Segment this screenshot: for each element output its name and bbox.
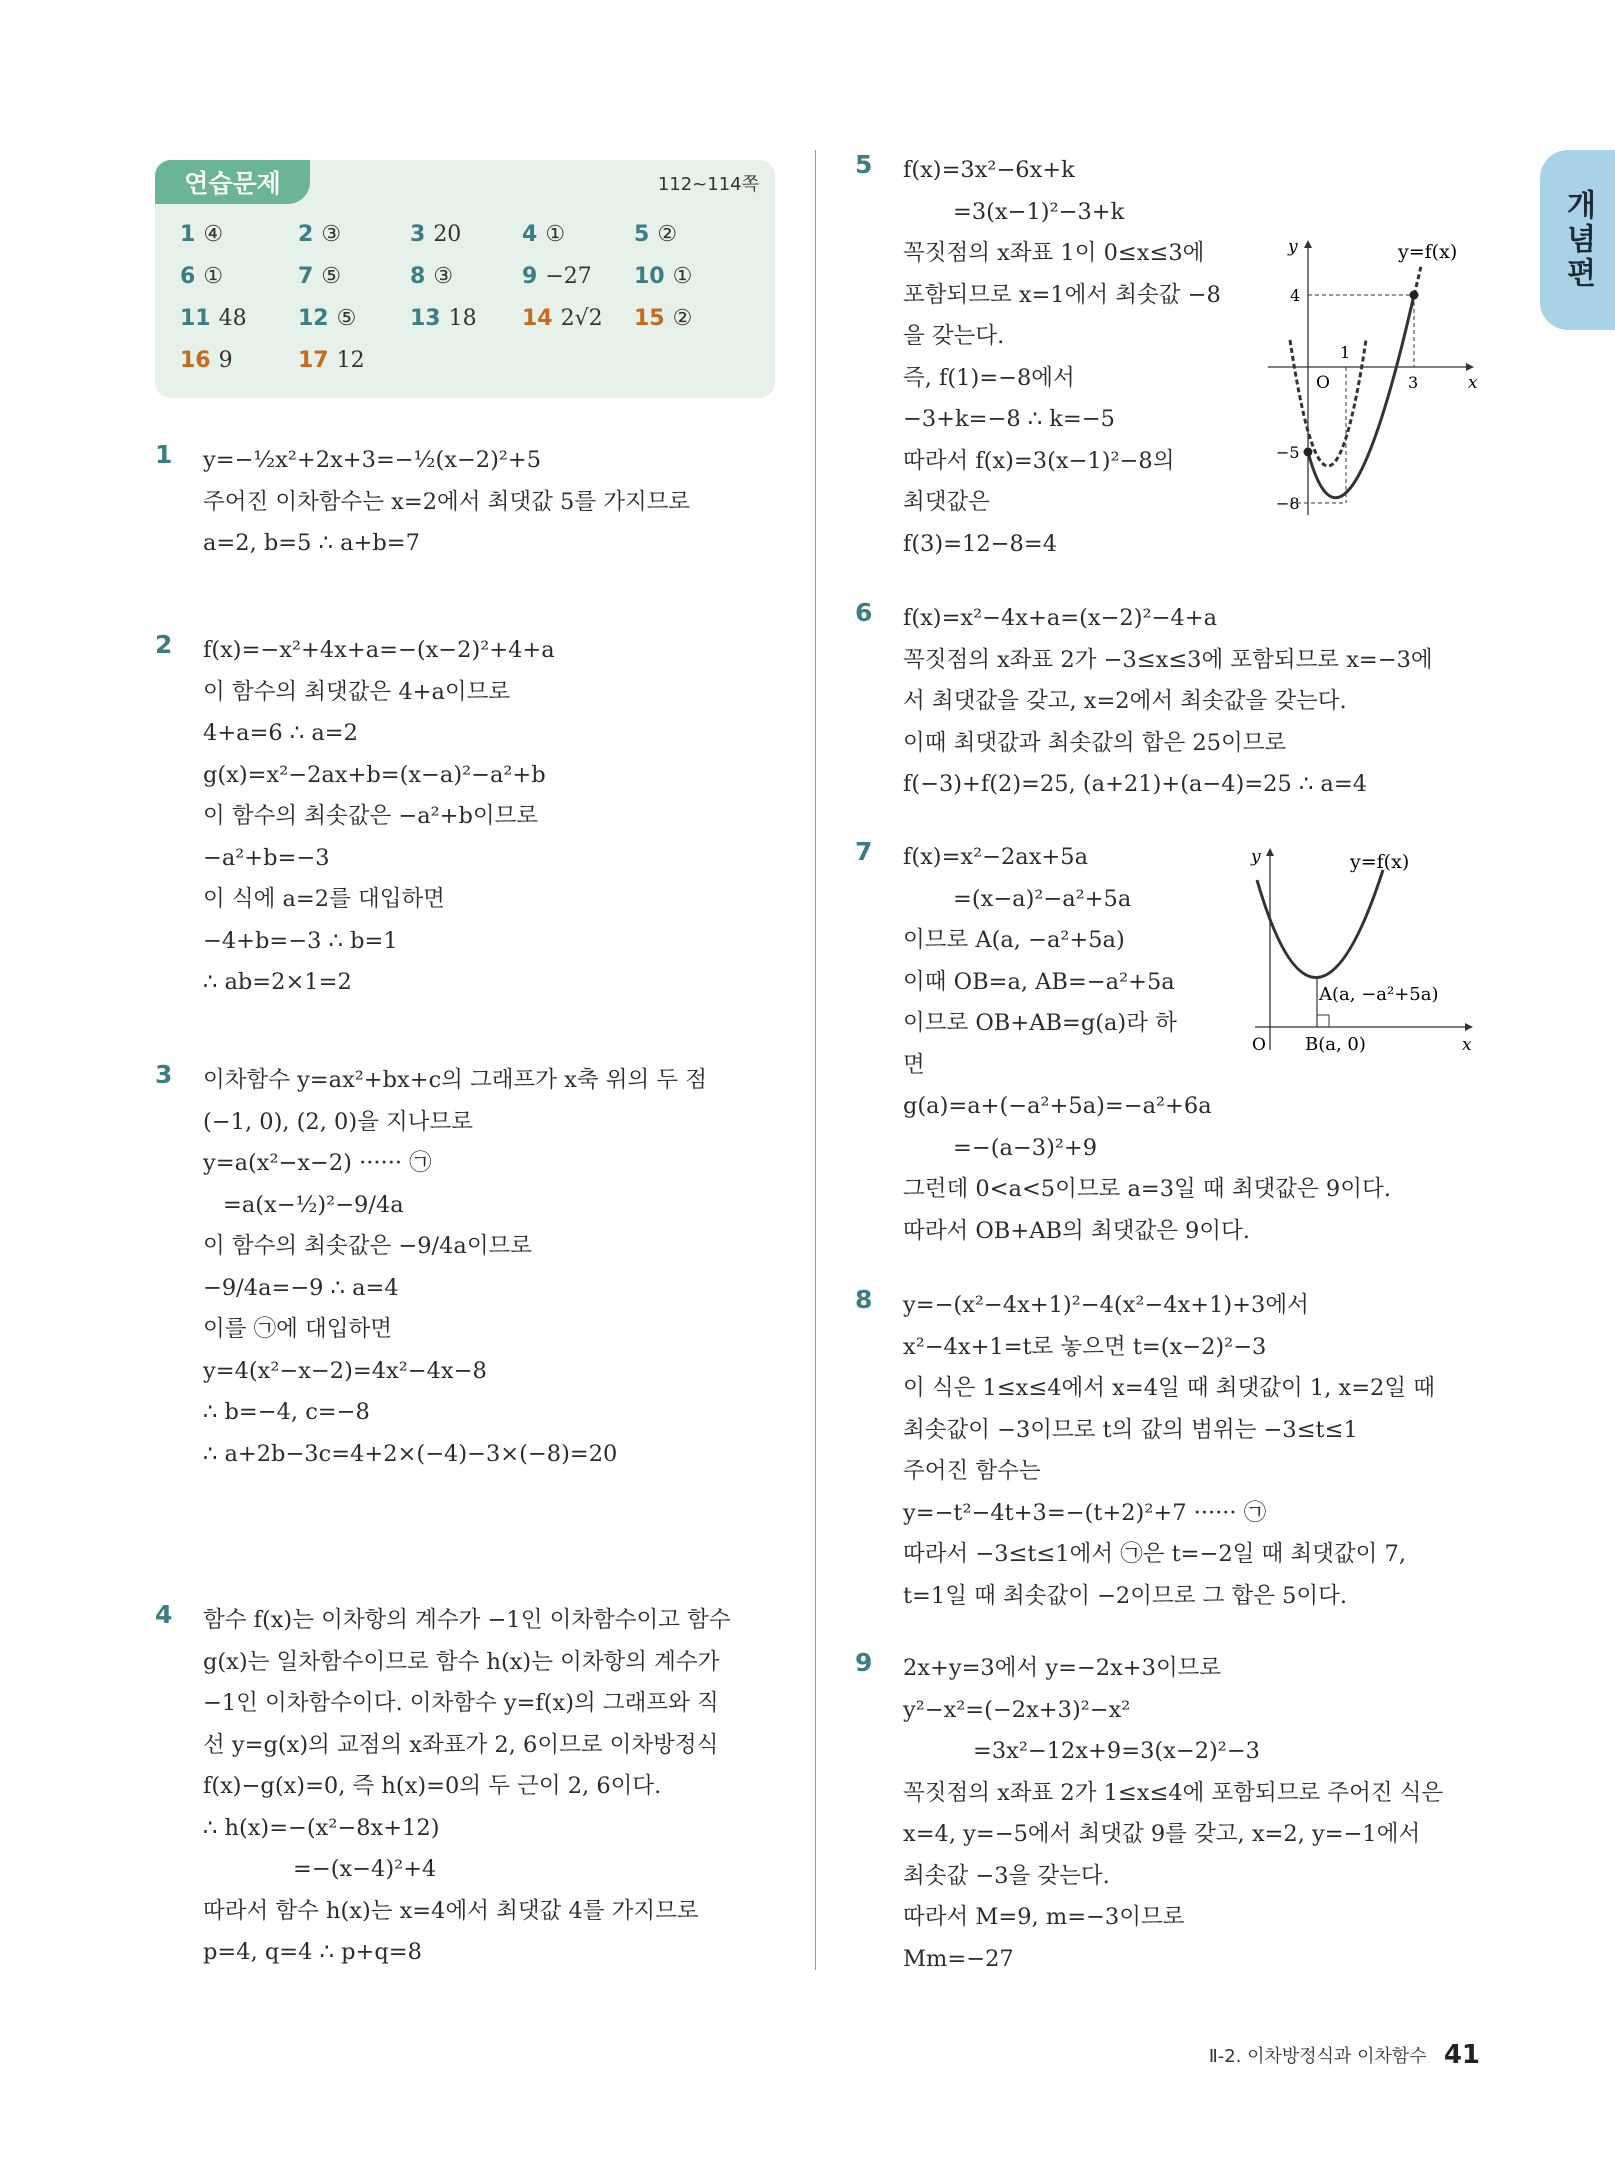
solution-line: 그런데 0<a<5이므로 a=3일 때 최댓값은 9이다. — [903, 1176, 1391, 1202]
solution-line: g(x)=x²−2ax+b=(x−a)²−a²+b — [203, 761, 546, 788]
answer-item — [410, 222, 522, 252]
solution-line: 따라서 f(x)=3(x−1)²−8의 — [903, 447, 1175, 474]
answer-value: ③ — [433, 264, 454, 289]
solution-line: p=4, q=4 ∴ p+q=8 — [203, 1939, 422, 1965]
x-axis-arrow — [1466, 363, 1474, 371]
solution-line: 이 함수의 최솟값은 −a²+b이므로 — [203, 803, 539, 829]
solution-line: f(x)=3x²−6x+k — [903, 157, 1075, 183]
answer-value: 12 — [336, 348, 365, 373]
solution-line: x²−4x+1=t로 놓으면 t=(x−2)²−3 — [903, 1333, 1267, 1360]
solution-line: a=2, b=5 ∴ a+b=7 — [203, 530, 420, 556]
solution-line: 이를 ㉠에 대입하면 — [203, 1316, 392, 1342]
graph-problem-5 — [1260, 230, 1480, 520]
solution-line: 이므로 OB+AB=g(a)라 하 — [903, 1010, 1177, 1036]
section-tab: 개념편 — [1540, 150, 1615, 330]
problem-number: 7 — [855, 837, 873, 866]
problem-number: 6 — [855, 598, 873, 627]
solution-line: x=4, y=−5에서 최댓값 9를 갖고, x=2, y=−1에서 — [903, 1821, 1421, 1847]
answer-number: 1 — [180, 222, 196, 247]
answer-value: ⑤ — [321, 264, 342, 289]
answer-number: 2 — [298, 222, 314, 247]
solution-line: ∴ ab=2×1=2 — [203, 969, 352, 995]
answer-number: 8 — [410, 264, 426, 289]
answer-box-title: 연습문제 — [155, 160, 310, 204]
answer-item — [634, 264, 746, 294]
function-label: y=f(x) — [1350, 851, 1410, 873]
solution-line: 2x+y=3에서 y=−2x+3이므로 — [903, 1655, 1222, 1681]
solution-line: 따라서 M=9, m=−3이므로 — [903, 1904, 1185, 1930]
solution-line: 이므로 A(a, −a²+5a) — [903, 927, 1125, 953]
y-axis-label: y — [1288, 237, 1298, 257]
answer-value: ① — [672, 264, 693, 289]
problem-number: 9 — [855, 1648, 873, 1677]
right-angle-mark — [1317, 1015, 1329, 1027]
solution-line: Mm=−27 — [903, 1945, 1014, 1972]
solution-line: y=4(x²−x−2)=4x²−4x−8 — [203, 1357, 487, 1384]
solution-line: (−1, 0), (2, 0)을 지나므로 — [203, 1108, 473, 1135]
answer-item — [180, 222, 298, 252]
solution-line: 면 — [903, 1051, 925, 1078]
solution-line: 서 최댓값을 갖고, x=2에서 최솟값을 갖는다. — [903, 688, 1347, 714]
problem-number: 1 — [155, 440, 173, 469]
tick-m8: −8 — [1276, 494, 1300, 513]
answer-value: 9 — [218, 348, 233, 373]
solution-line: f(x)=x²−4x+a=(x−2)²−4+a — [903, 605, 1217, 631]
answer-value: ⑤ — [336, 306, 357, 331]
footer-section-title: Ⅱ-2. 이차방정식과 이차함수 — [1208, 2046, 1427, 2067]
y-axis-arrow — [1266, 848, 1274, 856]
answer-value: ③ — [321, 222, 342, 247]
solution-line: 주어진 함수는 — [903, 1458, 1041, 1484]
answer-number: 5 — [634, 222, 650, 247]
answer-number: 17 — [298, 348, 329, 373]
answer-item — [522, 264, 634, 294]
answer-number: 9 — [522, 264, 538, 289]
solution-line: 포함되므로 x=1에서 최솟값 −8 — [903, 281, 1221, 308]
solution-line: ∴ b=−4, c=−8 — [203, 1399, 370, 1425]
solution-line: ∴ a+2b−3c=4+2×(−4)−3×(−8)=20 — [203, 1440, 618, 1467]
solution-line: −4+b=−3 ∴ b=1 — [203, 927, 398, 954]
answer-item — [180, 264, 298, 294]
solution-line: 최솟값 −3을 갖는다. — [903, 1862, 1110, 1889]
parabola — [1257, 870, 1383, 978]
solution-line: =(x−a)²−a²+5a — [953, 885, 1132, 912]
problem-number: 3 — [155, 1060, 173, 1089]
answer-item — [634, 222, 746, 252]
solution-line: 주어진 이차함수는 x=2에서 최댓값 5를 가지므로 — [203, 488, 691, 515]
solution-line: 최솟값이 −3이므로 t의 값의 범위는 −3≤t≤1 — [903, 1416, 1358, 1443]
solution-line: 이 함수의 최솟값은 −9/4a이므로 — [203, 1233, 533, 1259]
solution-line: 함수 f(x)는 이차항의 계수가 −1인 이차함수이고 함수 — [203, 1607, 731, 1633]
answer-number: 15 — [634, 306, 665, 331]
answer-number: 4 — [522, 222, 538, 247]
solution-line: f(3)=12−8=4 — [903, 530, 1058, 557]
solution-line: 4+a=6 ∴ a=2 — [203, 720, 358, 746]
x-axis-label: x — [1468, 373, 1478, 393]
answer-item — [180, 306, 298, 336]
answer-number: 3 — [410, 222, 426, 247]
solution-line: 이때 최댓값과 최솟값의 합은 25이므로 — [903, 729, 1287, 756]
answer-value: ② — [672, 306, 693, 331]
point-y-intercept — [1304, 448, 1313, 457]
answer-value: ② — [657, 222, 678, 247]
solution-line: 꼭짓점의 x좌표 1이 0≤x≤3에 — [903, 240, 1205, 266]
answer-number: 11 — [180, 306, 211, 331]
answer-value: 48 — [218, 306, 247, 331]
answer-number: 16 — [180, 348, 211, 373]
answer-box — [155, 160, 775, 398]
answer-grid — [180, 222, 760, 378]
tick-3: 3 — [1408, 373, 1419, 392]
answer-number: 13 — [410, 306, 441, 331]
x-axis-arrow — [1465, 1023, 1473, 1031]
answer-value: 2√2 — [560, 306, 603, 331]
tick-1: 1 — [1340, 343, 1351, 362]
answer-number: 14 — [522, 306, 553, 331]
y-axis-label: y — [1251, 847, 1261, 867]
answer-item — [522, 306, 634, 336]
solution-line: f(x)=−x²+4x+a=−(x−2)²+4+a — [203, 637, 555, 663]
solution-line: =−(a−3)²+9 — [953, 1134, 1098, 1161]
answer-value: 20 — [433, 222, 462, 247]
problem-number: 8 — [855, 1285, 873, 1314]
solution-line: =3(x−1)²−3+k — [953, 198, 1125, 225]
function-label: y=f(x) — [1398, 241, 1458, 263]
solution-line: 따라서 함수 h(x)는 x=4에서 최댓값 4를 가지므로 — [203, 1897, 699, 1924]
answer-value: −27 — [545, 264, 592, 289]
point-b-label: B(a, 0) — [1305, 1034, 1366, 1055]
solution-line: 선 y=g(x)의 교점의 x좌표가 2, 6이므로 이차방정식 — [203, 1731, 719, 1758]
answer-item — [410, 264, 522, 294]
tick-m5: −5 — [1276, 443, 1300, 462]
answer-value: ④ — [203, 222, 224, 247]
curve-dashed-left — [1290, 340, 1366, 466]
answer-box-pages: 112~114쪽 — [657, 174, 759, 195]
answer-item — [298, 306, 410, 336]
solution-line: f(x)=x²−2ax+5a — [903, 844, 1088, 870]
graph-problem-7 — [1245, 840, 1480, 1060]
solution-line: =a(x−½)²−9/4a — [223, 1191, 404, 1218]
solution-line: y=−t²−4t+3=−(t+2)²+7 ······ ㉠ — [903, 1499, 1267, 1526]
answer-value: 18 — [448, 306, 477, 331]
solution-line: =−(x−4)²+4 — [293, 1856, 437, 1882]
solution-line: −a²+b=−3 — [203, 844, 330, 871]
origin-label: O — [1252, 1035, 1266, 1055]
solution-line: =3x²−12x+9=3(x−2)²−3 — [973, 1738, 1260, 1764]
problem-number: 4 — [155, 1600, 173, 1629]
solution-line: 이 식에 a=2를 대입하면 — [203, 886, 445, 912]
solution-line: 이 함수의 최댓값은 4+a이므로 — [203, 678, 511, 705]
solution-line: 이차함수 y=ax²+bx+c의 그래프가 x축 위의 두 점 — [203, 1067, 707, 1093]
column-divider — [815, 150, 816, 1970]
solution-line: 즉, f(1)=−8에서 — [903, 364, 1075, 391]
curve-solid — [1308, 295, 1414, 498]
answer-number: 7 — [298, 264, 314, 289]
solution-line: y=−(x²−4x+1)²−4(x²−4x+1)+3에서 — [903, 1292, 1309, 1318]
solution-line: 따라서 OB+AB의 최댓값은 9이다. — [903, 1217, 1250, 1244]
answer-item — [298, 222, 410, 252]
page-footer — [1140, 2040, 1480, 2070]
answer-item — [180, 348, 298, 378]
answer-item — [634, 306, 746, 336]
solution-line: 이 식은 1≤x≤4에서 x=4일 때 최댓값이 1, x=2일 때 — [903, 1375, 1435, 1401]
solution-line: y=−½x²+2x+3=−½(x−2)²+5 — [203, 447, 542, 473]
solution-line: −9/4a=−9 ∴ a=4 — [203, 1274, 399, 1301]
solution-line: 을 갖는다. — [903, 323, 1005, 349]
solution-line: 따라서 −3≤t≤1에서 ㉠은 t=−2일 때 최댓값이 7, — [903, 1541, 1406, 1567]
x-axis-label: x — [1462, 1035, 1472, 1055]
solution-line: y²−x²=(−2x+3)²−x² — [903, 1696, 1131, 1723]
answer-value: ① — [545, 222, 566, 247]
solution-line: 이때 OB=a, AB=−a²+5a — [903, 968, 1175, 995]
point-a-label: A(a, −a²+5a) — [1319, 984, 1439, 1005]
solution-line: f(x)−g(x)=0, 즉 h(x)=0의 두 근이 2, 6이다. — [203, 1773, 662, 1799]
solution-line: −1인 이차함수이다. 이차함수 y=f(x)의 그래프와 직 — [203, 1690, 719, 1716]
answer-item — [298, 348, 410, 378]
problem-number: 5 — [855, 150, 873, 179]
solution-line: f(−3)+f(2)=25, (a+21)+(a−4)=25 ∴ a=4 — [903, 771, 1368, 797]
answer-number: 10 — [634, 264, 665, 289]
answer-value: ① — [203, 264, 224, 289]
solution-line: g(x)는 일차함수이므로 함수 h(x)는 이차항의 계수가 — [203, 1648, 720, 1675]
origin-label: O — [1316, 373, 1330, 393]
tick-4: 4 — [1290, 286, 1301, 305]
answer-item — [410, 306, 522, 336]
answer-number: 6 — [180, 264, 196, 289]
solution-line: 최댓값은 — [903, 489, 990, 515]
answer-item — [522, 222, 634, 252]
point-max — [1410, 291, 1419, 300]
solution-line: y=a(x²−x−2) ······ ㉠ — [203, 1150, 432, 1176]
solution-line: 꼭짓점의 x좌표 2가 1≤x≤4에 포함되므로 주어진 식은 — [903, 1779, 1444, 1806]
page-number: 41 — [1443, 2040, 1480, 2070]
answer-number: 12 — [298, 306, 329, 331]
problem-number: 2 — [155, 630, 173, 659]
solution-line: −3+k=−8 ∴ k=−5 — [903, 406, 1115, 432]
solution-line: ∴ h(x)=−(x²−8x+12) — [203, 1814, 440, 1841]
y-axis-arrow — [1304, 240, 1312, 248]
answer-item — [298, 264, 410, 294]
solution-line: g(a)=a+(−a²+5a)=−a²+6a — [903, 1093, 1212, 1119]
solution-line: 꼭짓점의 x좌표 2가 −3≤x≤3에 포함되므로 x=−3에 — [903, 646, 1433, 673]
solution-line: t=1일 때 최솟값이 −2이므로 그 합은 5이다. — [903, 1582, 1348, 1609]
